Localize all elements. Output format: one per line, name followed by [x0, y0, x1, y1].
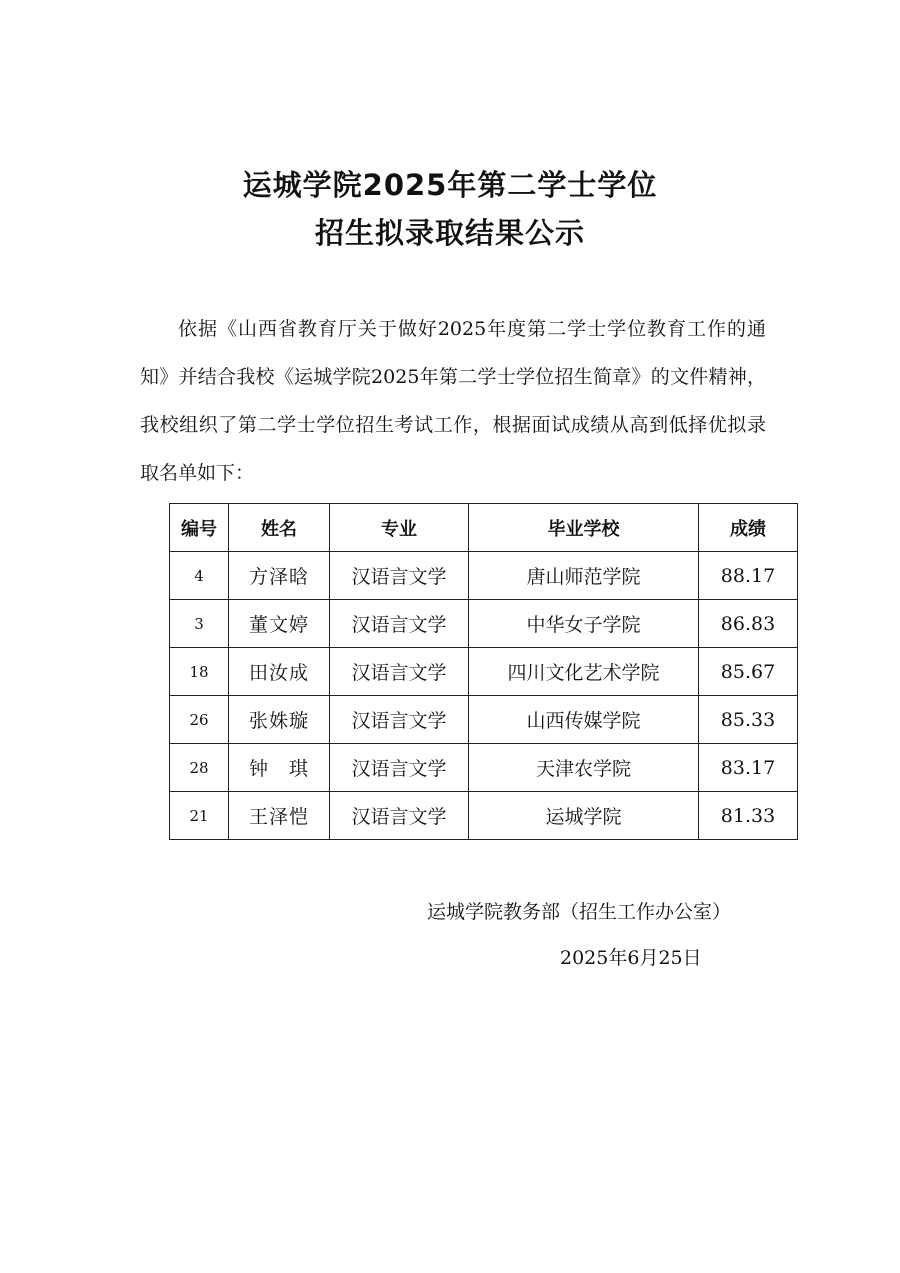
table-row: [170, 696, 798, 744]
table-header-row: [170, 504, 798, 552]
cell-major: 汉语言文学: [330, 744, 469, 792]
cell-id: 26: [170, 696, 229, 744]
table-row: [170, 648, 798, 696]
cell-id: 18: [170, 648, 229, 696]
header-school: 毕业学校: [469, 504, 699, 552]
cell-id: 21: [170, 792, 229, 840]
cell-id: 4: [170, 552, 229, 600]
cell-name: 田汝成: [229, 648, 330, 696]
table-row: [170, 552, 798, 600]
header-name: 姓名: [229, 504, 330, 552]
cell-major: 汉语言文学: [330, 552, 469, 600]
cell-score: 88.17: [699, 552, 798, 600]
table-row: [170, 600, 798, 648]
document-title-line2: 招生拟录取结果公示: [314, 216, 585, 250]
cell-school: 中华女子学院: [469, 600, 699, 648]
cell-score: 85.67: [699, 648, 798, 696]
cell-school: 唐山师范学院: [469, 552, 699, 600]
cell-major: 汉语言文学: [330, 696, 469, 744]
cell-name: 张姝璇: [229, 696, 330, 744]
cell-name: 董文婷: [229, 600, 330, 648]
cell-name: 方泽晗: [229, 552, 330, 600]
cell-id: 3: [170, 600, 229, 648]
cell-score: 86.83: [699, 600, 798, 648]
cell-school: 运城学院: [469, 792, 699, 840]
cell-school: 山西传媒学院: [469, 696, 699, 744]
cell-score: 83.17: [699, 744, 798, 792]
issuer-signature: 运城学院教务部（招生工作办公室）: [427, 901, 732, 923]
cell-major: 汉语言文学: [330, 600, 469, 648]
admission-table: [169, 503, 798, 840]
table-row: [170, 744, 798, 792]
cell-score: 81.33: [699, 792, 798, 840]
cell-major: 汉语言文学: [330, 792, 469, 840]
cell-name: 王泽恺: [229, 792, 330, 840]
header-id: 编号: [170, 504, 229, 552]
body-paragraph: 依据《山西省教育厅关于做好2025年度第二学士学位教育工作的通知》并结合我校《运城学院2025年第二学士学位招生简章》的文件精神，我校组织了第二学士学位招生考试工作，根据面试成绩从高到低择优拟录取名单如下：: [140, 318, 766, 484]
cell-school: 四川文化艺术学院: [469, 648, 699, 696]
header-score: 成绩: [699, 504, 798, 552]
cell-major: 汉语言文学: [330, 648, 469, 696]
table-row: [170, 792, 798, 840]
cell-name: 钟 琪: [229, 744, 330, 792]
cell-id: 28: [170, 744, 229, 792]
cell-school: 天津农学院: [469, 744, 699, 792]
header-major: 专业: [330, 504, 469, 552]
document-title-line1: 运城学院2025年第二学士学位: [242, 168, 658, 202]
cell-score: 85.33: [699, 696, 798, 744]
issue-date: 2025年6月25日: [560, 947, 702, 969]
